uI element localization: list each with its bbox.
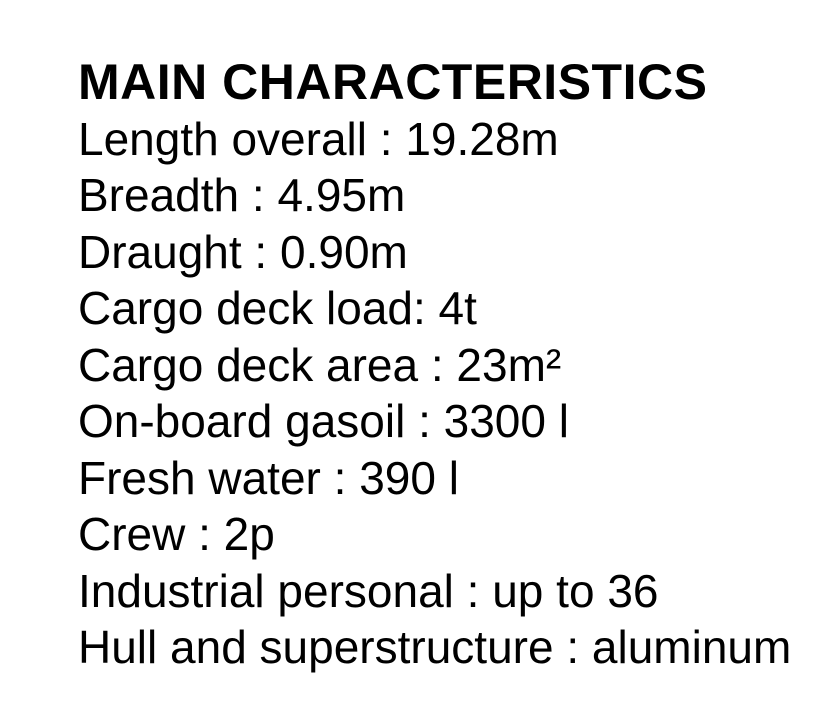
spec-line-onboard-gasoil: On-board gasoil : 3300 l bbox=[78, 395, 569, 447]
spec-line-length-overall: Length overall : 19.28m bbox=[78, 112, 559, 165]
spec-line-industrial-personal: Industrial personal : up to 36 bbox=[78, 564, 659, 617]
spec-line-breadth: Breadth : 4.95m bbox=[78, 169, 406, 221]
spec-line-cargo-deck-load: Cargo deck load: 4t bbox=[78, 282, 477, 334]
spec-line-cargo-deck-area: Cargo deck area : 23m² bbox=[78, 338, 562, 391]
section-title: MAIN CHARACTERISTICS bbox=[78, 54, 708, 110]
spec-line-hull-superstructure: Hull and superstructure : aluminum bbox=[78, 621, 792, 673]
spec-line-draught: Draught : 0.90m bbox=[78, 225, 408, 278]
spec-line-crew: Crew : 2p bbox=[78, 508, 275, 560]
spec-line-fresh-water: Fresh water : 390 l bbox=[78, 451, 459, 504]
